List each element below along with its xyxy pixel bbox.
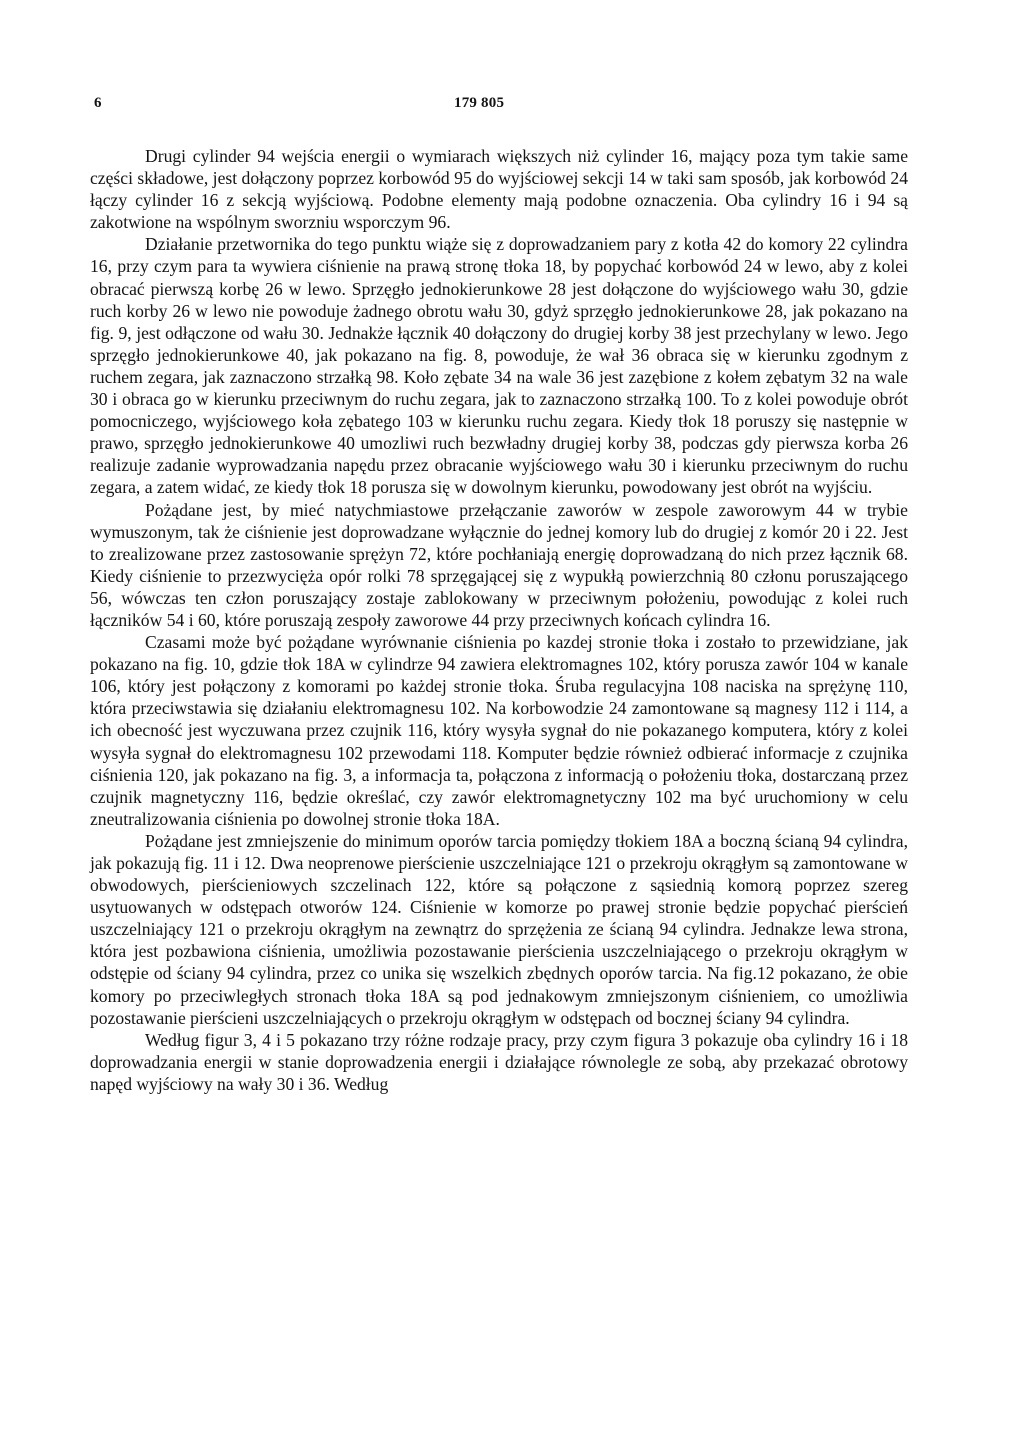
paragraph: Pożądane jest zmniejszenie do minimum oporów tarcia pomiędzy tłokiem 18A a boczną ścianą 94 cylindra, jak pokazują fig. 11 i 12. Dwa neoprenowe pierścienie uszczelniające 121 o przekroju okrągłym są zamontowane w obwodowych, pierścieniowych szczelinach 122, które są połączone z sąsiednią komorą poprzez szereg usytuowanych w odstępach otworów 124. Ciśnienie w komorze po prawej stronie będzie popychać pierścień uszczelniający 121 o przekroju okrągłym na zewnątrz do sprzężenia ze ścianą 94 cylindra. Jednakze lewa strona, która jest pozbawiona ciśnienia, umożliwia pozostawanie pierścienia uszczelniającego o przekroju okrągłym w odstępie od ściany 94 cylindra, przez co unika się wszelkich zbędnych oporów tarcia. Na fig.12 pokazano, że obie komory po przeciwległych stronach tłoka 18A są pod jednakowym zmniejszonym ciśnieniem, co umożliwia pozostawanie pierścieni uszczelniających o przekroju okrągłym w odstępach od bocznej ściany 94 cylindra.	[90, 830, 908, 1028]
paragraph: Według figur 3, 4 i 5 pokazano trzy różne rodzaje pracy, przy czym figura 3 pokazuje oba cylindry 16 i 18 doprowadzania energii w stanie doprowadzenia energii i działające równolegle ze sobą, aby przekazać obrotowy napęd wyjściowy na wały 30 i 36. Według	[90, 1029, 908, 1094]
paragraph: Działanie przetwornika do tego punktu wiąże się z doprowadzaniem pary z kotła 42 do komory 22 cylindra 16, przy czym para ta wywiera ciśnienie na prawą stronę tłoka 18, by popychać korbowód 24 w lewo, aby z kolei obracać pierwszą korbę 26 w lewo. Sprzęgło jednokierunkowe 28 jest dołączone do wyjściowego wału 30, gdzie ruch korby 26 w lewo nie powoduje żadnego obrotu wału 30, gdyż sprzęgło jednokierunkowe 28, jak pokazano na fig. 9, jest odłączone od wału 30. Jednakże łącznik 40 dołączony do drugiej korby 38 jest przechylany w lewo. Jego sprzęgło jednokierunkowe 40, jak pokazano na fig. 8, powoduje, że wał 36 obraca się w kierunku zgodnym z ruchem zegara, jak zaznaczono strzałką 98. Koło zębate 34 na wale 36 jest zazębione z kołem zębatym 32 na wale 30 i obraca go w kierunku przeciwnym do ruchu zegara, jak to zaznaczono strzałką 100. To z kolei powoduje obrót pomocniczego, wyjściowego koła zębatego 103 w kierunku ruchu zegara. Kiedy tłok 18 poruszy się następnie w prawo, sprzęgło jednokierunkowe 40 umozliwi ruch bezwładny drugiej korby 38, podczas gdy pierwsza korba 26 realizuje zadanie wyprowadzania napędu przez obracanie wyjściowego wału 30 i kierunku przeciwnym do ruchu zegara, a zatem widać, ze kiedy tłok 18 porusza się w dowolnym kierunku, powodowany jest obrót na wyjściu.	[90, 234, 908, 498]
body-text	[90, 145, 908, 1095]
paragraph: Pożądane jest, by mieć natychmiastowe przełączanie zaworów w zespole zaworowym 44 w trybie wymuszonym, tak że ciśnienie jest doprowadzane wyłącznie do jednej komory lub do drugiej z komór 20 i 22. Jest to zrealizowane przez zastosowanie sprężyn 72, które pochłaniają energię doprowadzaną do nich przez łącznik 68. Kiedy ciśnienie to przezwycięża opór rolki 78 sprzęgającej się z wypukłą powierzchnią 80 członu poruszającego 56, wówczas ten człon poruszający zostaje zablokowany w przeciwnym położeniu, powodując z kolei ruch łączników 54 i 60, które poruszają zespoły zaworowe 44 przy przeciwnych końcach cylindra 16.	[90, 499, 908, 630]
page-number: 6	[94, 95, 102, 111]
paragraph: Drugi cylinder 94 wejścia energii o wymiarach większych niż cylinder 16, mający poza tym takie same części składowe, jest dołączony poprzez korbowód 95 do wyjściowej sekcji 14 w taki sam sposób, jak korbowód 24 łączy cylinder 16 z sekcją wyjściową. Podobne elementy mają podobne oznaczenia. Oba cylindry 16 i 94 są zakotwione na wspólnym sworzniu wsporczym 96.	[90, 146, 908, 233]
document-number: 179 805	[454, 95, 505, 111]
paragraph: Czasami może być pożądane wyrównanie ciśnienia po kazdej stronie tłoka i zostało to przewidziane, jak pokazano na fig. 10, gdzie tłok 18A w cylindrze 94 zawiera elektromagnes 102, który porusza zawór 104 w kanale 106, który jest połączony z komorami po każdej stronie tłoka. Śruba regulacyjna 108 naciska na sprężynę 110, która przeciwstawia się działaniu elektromagnesu 102. Na korbowodzie 24 zamontowane są magnesy 112 i 114, a ich obecność jest wyczuwana przez czujnik 116, który wysyła sygnał do nie pokazanego komputera, który z kolei wysyła sygnał do elektromagnesu 102 przewodami 118. Komputer będzie również odbierać informacje z czujnika ciśnienia 120, jak pokazano na fig. 3, a informacja ta, połączona z informacją o położeniu tłoka, dostarczaną przez czujnik magnetyczny 116, będzie określać, czy zawór elektromagnetyczny 102 ma być uruchomiony w celu zneutralizowania ciśnienia po dowolnej stronie tłoka 18A.	[90, 632, 908, 829]
